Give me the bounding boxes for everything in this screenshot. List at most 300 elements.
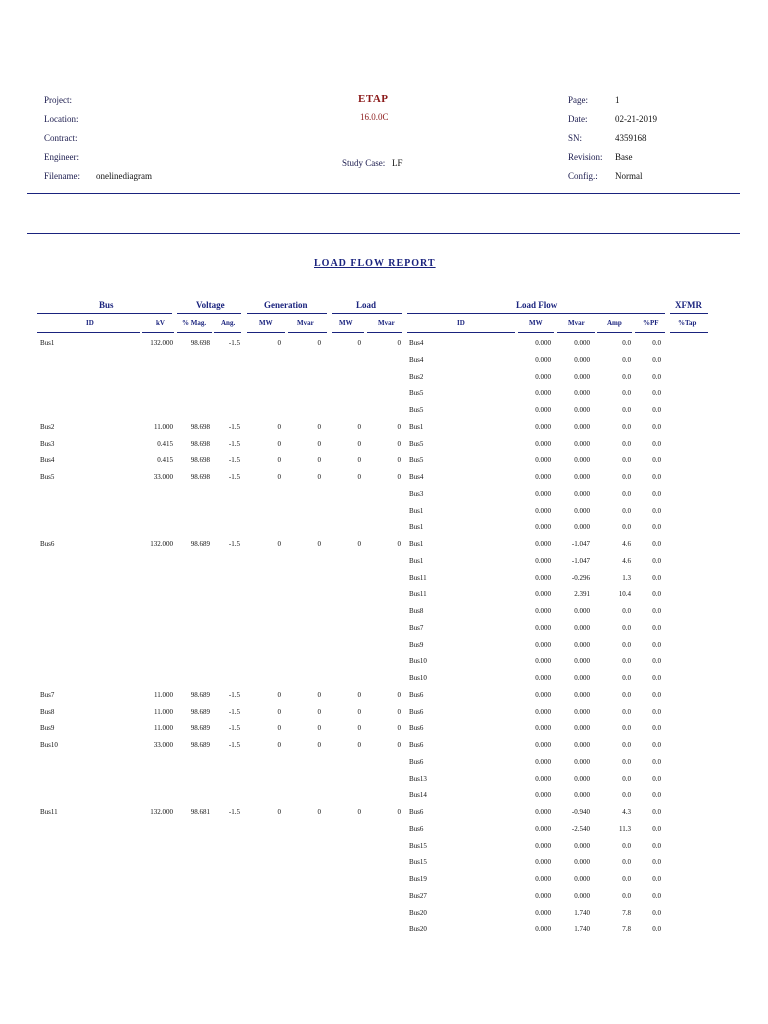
cell-amp: 0.0	[622, 406, 631, 414]
cell-to: Bus5	[409, 456, 424, 464]
cell-lmvar: 0	[397, 808, 401, 816]
cell-fmw: 0.000	[535, 473, 551, 481]
cell-lmw: 0	[357, 808, 361, 816]
cell-fmvar: 0.000	[574, 691, 590, 699]
cell-bus: Bus4	[40, 456, 55, 464]
cell-bus: Bus6	[40, 540, 55, 548]
cell-to: Bus6	[409, 741, 424, 749]
cell-fmvar: 0.000	[574, 473, 590, 481]
date-value: 02-21-2019	[615, 114, 657, 124]
cell-lmw: 0	[357, 440, 361, 448]
report-title: LOAD FLOW REPORT	[314, 258, 436, 269]
cell-gmvar: 0	[317, 423, 321, 431]
cell-kv: 0.415	[157, 456, 173, 464]
cell-kv: 11.000	[154, 691, 173, 699]
col-mag-underline	[177, 332, 212, 333]
app-version: 16.0.0C	[360, 112, 389, 122]
cell-kv: 132.000	[150, 540, 173, 548]
cell-to: Bus7	[409, 624, 424, 632]
cell-fmvar: -2.540	[571, 825, 590, 833]
sn-value: 4359168	[615, 133, 647, 143]
cell-mag: 98.689	[190, 741, 210, 749]
cell-to: Bus13	[409, 775, 427, 783]
cell-kv: 132.000	[150, 808, 173, 816]
cell-ang: -1.5	[228, 440, 240, 448]
cell-fmvar: 0.000	[574, 791, 590, 799]
group-xfmr: XFMR	[675, 300, 702, 310]
cell-to: Bus6	[409, 825, 424, 833]
cell-fmw: 0.000	[535, 858, 551, 866]
cell-lmvar: 0	[397, 540, 401, 548]
cell-pf: 0.0	[652, 473, 661, 481]
cell-fmvar: 0.000	[574, 641, 590, 649]
cell-fmw: 0.000	[535, 758, 551, 766]
cell-amp: 0.0	[622, 389, 631, 397]
group-load-flow: Load Flow	[516, 300, 558, 310]
cell-mag: 98.698	[190, 440, 210, 448]
cell-gmvar: 0	[317, 540, 321, 548]
cell-pf: 0.0	[652, 607, 661, 615]
col-amp: Amp	[607, 319, 622, 327]
cell-fmvar: 0.000	[574, 674, 590, 682]
cell-bus: Bus11	[40, 808, 58, 816]
cell-ang: -1.5	[228, 456, 240, 464]
cell-amp: 0.0	[622, 892, 631, 900]
group-generation-underline	[247, 313, 327, 314]
cell-pf: 0.0	[652, 389, 661, 397]
cell-to: Bus8	[409, 607, 424, 615]
cell-fmw: 0.000	[535, 373, 551, 381]
cell-mag: 98.689	[190, 691, 210, 699]
cell-lmvar: 0	[397, 691, 401, 699]
cell-fmvar: 0.000	[574, 406, 590, 414]
cell-amp: 0.0	[622, 724, 631, 732]
cell-fmw: 0.000	[535, 892, 551, 900]
cell-bus: Bus8	[40, 708, 55, 716]
cell-mag: 98.689	[190, 708, 210, 716]
cell-amp: 11.3	[619, 825, 631, 833]
cell-fmvar: 1.740	[574, 925, 590, 933]
col-flow-mvar-underline	[557, 332, 595, 333]
cell-fmw: 0.000	[535, 507, 551, 515]
project-label: Project:	[44, 95, 72, 105]
cell-fmw: 0.000	[535, 641, 551, 649]
cell-fmvar: 0.000	[574, 356, 590, 364]
cell-fmw: 0.000	[535, 423, 551, 431]
cell-kv: 33.000	[153, 741, 173, 749]
cell-amp: 0.0	[622, 657, 631, 665]
col-flow-id: ID	[457, 319, 465, 327]
cell-gmvar: 0	[317, 741, 321, 749]
cell-bus: Bus2	[40, 423, 55, 431]
cell-pf: 0.0	[652, 909, 661, 917]
cell-kv: 11.000	[154, 724, 173, 732]
cell-amp: 4.3	[622, 808, 631, 816]
cell-pf: 0.0	[652, 674, 661, 682]
cell-ang: -1.5	[228, 808, 240, 816]
cell-kv: 33.000	[153, 473, 173, 481]
cell-amp: 0.0	[622, 775, 631, 783]
revision-value: Base	[615, 152, 633, 162]
cell-lmw: 0	[357, 473, 361, 481]
cell-amp: 10.4	[618, 590, 631, 598]
study-case-value: LF	[392, 158, 403, 168]
col-load-mw-underline	[332, 332, 364, 333]
cell-lmw: 0	[357, 339, 361, 347]
cell-fmw: 0.000	[535, 724, 551, 732]
cell-fmvar: 0.000	[574, 741, 590, 749]
cell-fmvar: 0.000	[574, 875, 590, 883]
cell-gmw: 0	[277, 540, 281, 548]
cell-pf: 0.0	[652, 523, 661, 531]
cell-pf: 0.0	[652, 440, 661, 448]
group-voltage: Voltage	[196, 300, 225, 310]
cell-fmvar: 0.000	[574, 758, 590, 766]
cell-gmw: 0	[277, 724, 281, 732]
cell-lmvar: 0	[397, 456, 401, 464]
cell-pf: 0.0	[652, 507, 661, 515]
study-case-label: Study Case:	[342, 158, 386, 168]
cell-to: Bus27	[409, 892, 427, 900]
cell-gmvar: 0	[317, 808, 321, 816]
cell-amp: 0.0	[622, 456, 631, 464]
cell-gmw: 0	[277, 741, 281, 749]
cell-pf: 0.0	[652, 758, 661, 766]
cell-ang: -1.5	[228, 741, 240, 749]
cell-to: Bus14	[409, 791, 427, 799]
page-value: 1	[615, 95, 620, 105]
cell-amp: 0.0	[622, 741, 631, 749]
cell-pf: 0.0	[652, 825, 661, 833]
sn-label: SN:	[568, 133, 583, 143]
cell-lmvar: 0	[397, 741, 401, 749]
cell-pf: 0.0	[652, 557, 661, 565]
cell-amp: 0.0	[622, 758, 631, 766]
group-bus: Bus	[99, 300, 114, 310]
col-tap-underline	[670, 332, 708, 333]
cell-pf: 0.0	[652, 373, 661, 381]
cell-gmvar: 0	[317, 708, 321, 716]
cell-lmw: 0	[357, 540, 361, 548]
cell-kv: 11.000	[154, 423, 173, 431]
col-flow-id-underline	[407, 332, 515, 333]
col-bus-id-underline	[37, 332, 140, 333]
cell-bus: Bus9	[40, 724, 55, 732]
cell-amp: 1.3	[622, 574, 631, 582]
cell-gmw: 0	[277, 339, 281, 347]
cell-ang: -1.5	[228, 691, 240, 699]
cell-pf: 0.0	[652, 875, 661, 883]
cell-fmw: 0.000	[535, 440, 551, 448]
cell-pf: 0.0	[652, 406, 661, 414]
cell-pf: 0.0	[652, 858, 661, 866]
cell-bus: Bus1	[40, 339, 55, 347]
cell-pf: 0.0	[652, 574, 661, 582]
col-ang-underline	[214, 332, 241, 333]
cell-amp: 0.0	[622, 607, 631, 615]
cell-amp: 7.8	[622, 925, 631, 933]
col-mag: % Mag.	[182, 319, 207, 327]
group-generation: Generation	[264, 300, 308, 310]
cell-amp: 0.0	[622, 791, 631, 799]
cell-fmw: 0.000	[535, 825, 551, 833]
col-load-mw: MW	[339, 319, 353, 327]
cell-fmw: 0.000	[535, 808, 551, 816]
cell-fmvar: 0.000	[574, 892, 590, 900]
cell-fmvar: 0.000	[574, 724, 590, 732]
cell-lmvar: 0	[397, 724, 401, 732]
col-flow-mw-underline	[518, 332, 554, 333]
col-tap: %Tap	[678, 319, 697, 327]
cell-to: Bus3	[409, 490, 424, 498]
cell-fmw: 0.000	[535, 674, 551, 682]
cell-to: Bus5	[409, 389, 424, 397]
header-divider-bottom	[27, 233, 740, 234]
revision-label: Revision:	[568, 152, 603, 162]
page-label: Page:	[568, 95, 588, 105]
cell-fmvar: 0.000	[574, 490, 590, 498]
cell-pf: 0.0	[652, 624, 661, 632]
config-label: Config.:	[568, 171, 598, 181]
cell-fmw: 0.000	[535, 406, 551, 414]
col-gen-mvar: Mvar	[297, 319, 314, 327]
cell-to: Bus5	[409, 406, 424, 414]
cell-fmw: 0.000	[535, 657, 551, 665]
cell-bus: Bus7	[40, 691, 55, 699]
cell-pf: 0.0	[652, 808, 661, 816]
cell-mag: 98.689	[190, 540, 210, 548]
cell-mag: 98.698	[190, 456, 210, 464]
cell-lmw: 0	[357, 724, 361, 732]
cell-fmw: 0.000	[535, 540, 551, 548]
cell-mag: 98.681	[190, 808, 210, 816]
cell-fmvar: 0.000	[574, 842, 590, 850]
cell-mag: 98.698	[190, 339, 210, 347]
cell-amp: 0.0	[622, 708, 631, 716]
cell-fmvar: 0.000	[574, 624, 590, 632]
cell-fmvar: 0.000	[574, 858, 590, 866]
cell-amp: 4.6	[622, 557, 631, 565]
group-bus-underline	[37, 313, 172, 314]
cell-gmw: 0	[277, 456, 281, 464]
cell-amp: 0.0	[622, 490, 631, 498]
cell-amp: 0.0	[622, 473, 631, 481]
col-ang: Ang.	[221, 319, 236, 327]
col-pf: %PF	[643, 319, 659, 327]
cell-amp: 0.0	[622, 674, 631, 682]
cell-pf: 0.0	[652, 339, 661, 347]
cell-to: Bus1	[409, 423, 424, 431]
cell-amp: 0.0	[622, 691, 631, 699]
cell-gmw: 0	[277, 808, 281, 816]
cell-pf: 0.0	[652, 641, 661, 649]
cell-gmw: 0	[277, 440, 281, 448]
cell-to: Bus6	[409, 691, 424, 699]
cell-amp: 0.0	[622, 523, 631, 531]
cell-pf: 0.0	[652, 423, 661, 431]
cell-amp: 0.0	[622, 356, 631, 364]
group-voltage-underline	[177, 313, 241, 314]
cell-gmvar: 0	[317, 724, 321, 732]
cell-ang: -1.5	[228, 339, 240, 347]
col-gen-mw: MW	[259, 319, 273, 327]
contract-label: Contract:	[44, 133, 78, 143]
cell-to: Bus1	[409, 540, 424, 548]
cell-gmvar: 0	[317, 456, 321, 464]
col-kv-underline	[142, 332, 174, 333]
col-pf-underline	[635, 332, 665, 333]
cell-gmw: 0	[277, 423, 281, 431]
cell-fmw: 0.000	[535, 574, 551, 582]
cell-to: Bus20	[409, 925, 427, 933]
cell-amp: 4.6	[622, 540, 631, 548]
cell-pf: 0.0	[652, 657, 661, 665]
col-gen-mvar-underline	[288, 332, 327, 333]
cell-pf: 0.0	[652, 791, 661, 799]
cell-fmw: 0.000	[535, 624, 551, 632]
col-load-mvar: Mvar	[378, 319, 395, 327]
cell-pf: 0.0	[652, 892, 661, 900]
cell-lmw: 0	[357, 456, 361, 464]
cell-fmw: 0.000	[535, 356, 551, 364]
group-load: Load	[356, 300, 377, 310]
cell-lmw: 0	[357, 708, 361, 716]
cell-to: Bus1	[409, 523, 424, 531]
cell-lmvar: 0	[397, 423, 401, 431]
location-label: Location:	[44, 114, 79, 124]
cell-fmw: 0.000	[535, 791, 551, 799]
col-kv: kV	[156, 319, 165, 327]
cell-amp: 0.0	[622, 875, 631, 883]
cell-fmw: 0.000	[535, 909, 551, 917]
filename-label: Filename:	[44, 171, 80, 181]
cell-fmw: 0.000	[535, 775, 551, 783]
cell-fmvar: 0.000	[574, 507, 590, 515]
cell-fmvar: -0.296	[571, 574, 590, 582]
cell-fmvar: -1.047	[571, 540, 590, 548]
group-xfmr-underline	[670, 313, 708, 314]
cell-to: Bus1	[409, 507, 424, 515]
group-load-flow-underline	[407, 313, 665, 314]
col-flow-mvar: Mvar	[568, 319, 585, 327]
cell-to: Bus10	[409, 657, 427, 665]
cell-to: Bus11	[409, 590, 427, 598]
cell-fmvar: -1.047	[571, 557, 590, 565]
cell-fmvar: 2.391	[574, 590, 590, 598]
cell-bus: Bus3	[40, 440, 55, 448]
cell-to: Bus6	[409, 708, 424, 716]
cell-pf: 0.0	[652, 724, 661, 732]
cell-fmvar: -0.940	[571, 808, 590, 816]
cell-amp: 0.0	[622, 507, 631, 515]
cell-to: Bus6	[409, 808, 424, 816]
cell-ang: -1.5	[228, 473, 240, 481]
cell-mag: 98.698	[190, 473, 210, 481]
cell-fmw: 0.000	[535, 557, 551, 565]
cell-pf: 0.0	[652, 925, 661, 933]
cell-fmw: 0.000	[535, 590, 551, 598]
cell-fmw: 0.000	[535, 875, 551, 883]
cell-pf: 0.0	[652, 775, 661, 783]
cell-pf: 0.0	[652, 842, 661, 850]
cell-to: Bus20	[409, 909, 427, 917]
cell-pf: 0.0	[652, 456, 661, 464]
cell-ang: -1.5	[228, 540, 240, 548]
cell-lmw: 0	[357, 741, 361, 749]
cell-pf: 0.0	[652, 590, 661, 598]
cell-pf: 0.0	[652, 356, 661, 364]
cell-pf: 0.0	[652, 490, 661, 498]
cell-pf: 0.0	[652, 540, 661, 548]
cell-lmvar: 0	[397, 339, 401, 347]
cell-gmw: 0	[277, 708, 281, 716]
cell-to: Bus15	[409, 842, 427, 850]
cell-bus: Bus5	[40, 473, 55, 481]
col-gen-mw-underline	[247, 332, 285, 333]
cell-amp: 0.0	[622, 641, 631, 649]
cell-to: Bus6	[409, 758, 424, 766]
cell-to: Bus19	[409, 875, 427, 883]
cell-ang: -1.5	[228, 708, 240, 716]
cell-fmw: 0.000	[535, 741, 551, 749]
cell-mag: 98.689	[190, 724, 210, 732]
cell-fmvar: 0.000	[574, 775, 590, 783]
cell-to: Bus6	[409, 724, 424, 732]
cell-to: Bus9	[409, 641, 424, 649]
cell-amp: 0.0	[622, 423, 631, 431]
cell-bus: Bus10	[40, 741, 58, 749]
cell-amp: 0.0	[622, 440, 631, 448]
cell-fmw: 0.000	[535, 490, 551, 498]
cell-to: Bus4	[409, 473, 424, 481]
cell-ang: -1.5	[228, 724, 240, 732]
cell-fmvar: 0.000	[574, 440, 590, 448]
cell-to: Bus4	[409, 339, 424, 347]
cell-gmw: 0	[277, 691, 281, 699]
cell-amp: 0.0	[622, 339, 631, 347]
group-load-underline	[332, 313, 402, 314]
cell-fmvar: 0.000	[574, 607, 590, 615]
cell-amp: 0.0	[622, 842, 631, 850]
cell-fmvar: 1.740	[574, 909, 590, 917]
cell-pf: 0.0	[652, 741, 661, 749]
cell-amp: 0.0	[622, 858, 631, 866]
cell-pf: 0.0	[652, 691, 661, 699]
cell-fmw: 0.000	[535, 842, 551, 850]
cell-lmvar: 0	[397, 708, 401, 716]
cell-amp: 0.0	[622, 624, 631, 632]
cell-pf: 0.0	[652, 708, 661, 716]
cell-lmvar: 0	[397, 440, 401, 448]
cell-fmvar: 0.000	[574, 456, 590, 464]
cell-fmvar: 0.000	[574, 708, 590, 716]
cell-gmw: 0	[277, 473, 281, 481]
app-name: ETAP	[358, 93, 389, 105]
col-flow-mw: MW	[529, 319, 543, 327]
cell-to: Bus4	[409, 356, 424, 364]
cell-amp: 7.8	[622, 909, 631, 917]
col-bus-id: ID	[86, 319, 94, 327]
cell-gmvar: 0	[317, 691, 321, 699]
cell-ang: -1.5	[228, 423, 240, 431]
cell-lmvar: 0	[397, 473, 401, 481]
cell-to: Bus15	[409, 858, 427, 866]
filename-value: onelinediagram	[96, 171, 152, 181]
cell-fmvar: 0.000	[574, 339, 590, 347]
cell-gmvar: 0	[317, 339, 321, 347]
cell-amp: 0.0	[622, 373, 631, 381]
cell-fmw: 0.000	[535, 523, 551, 531]
